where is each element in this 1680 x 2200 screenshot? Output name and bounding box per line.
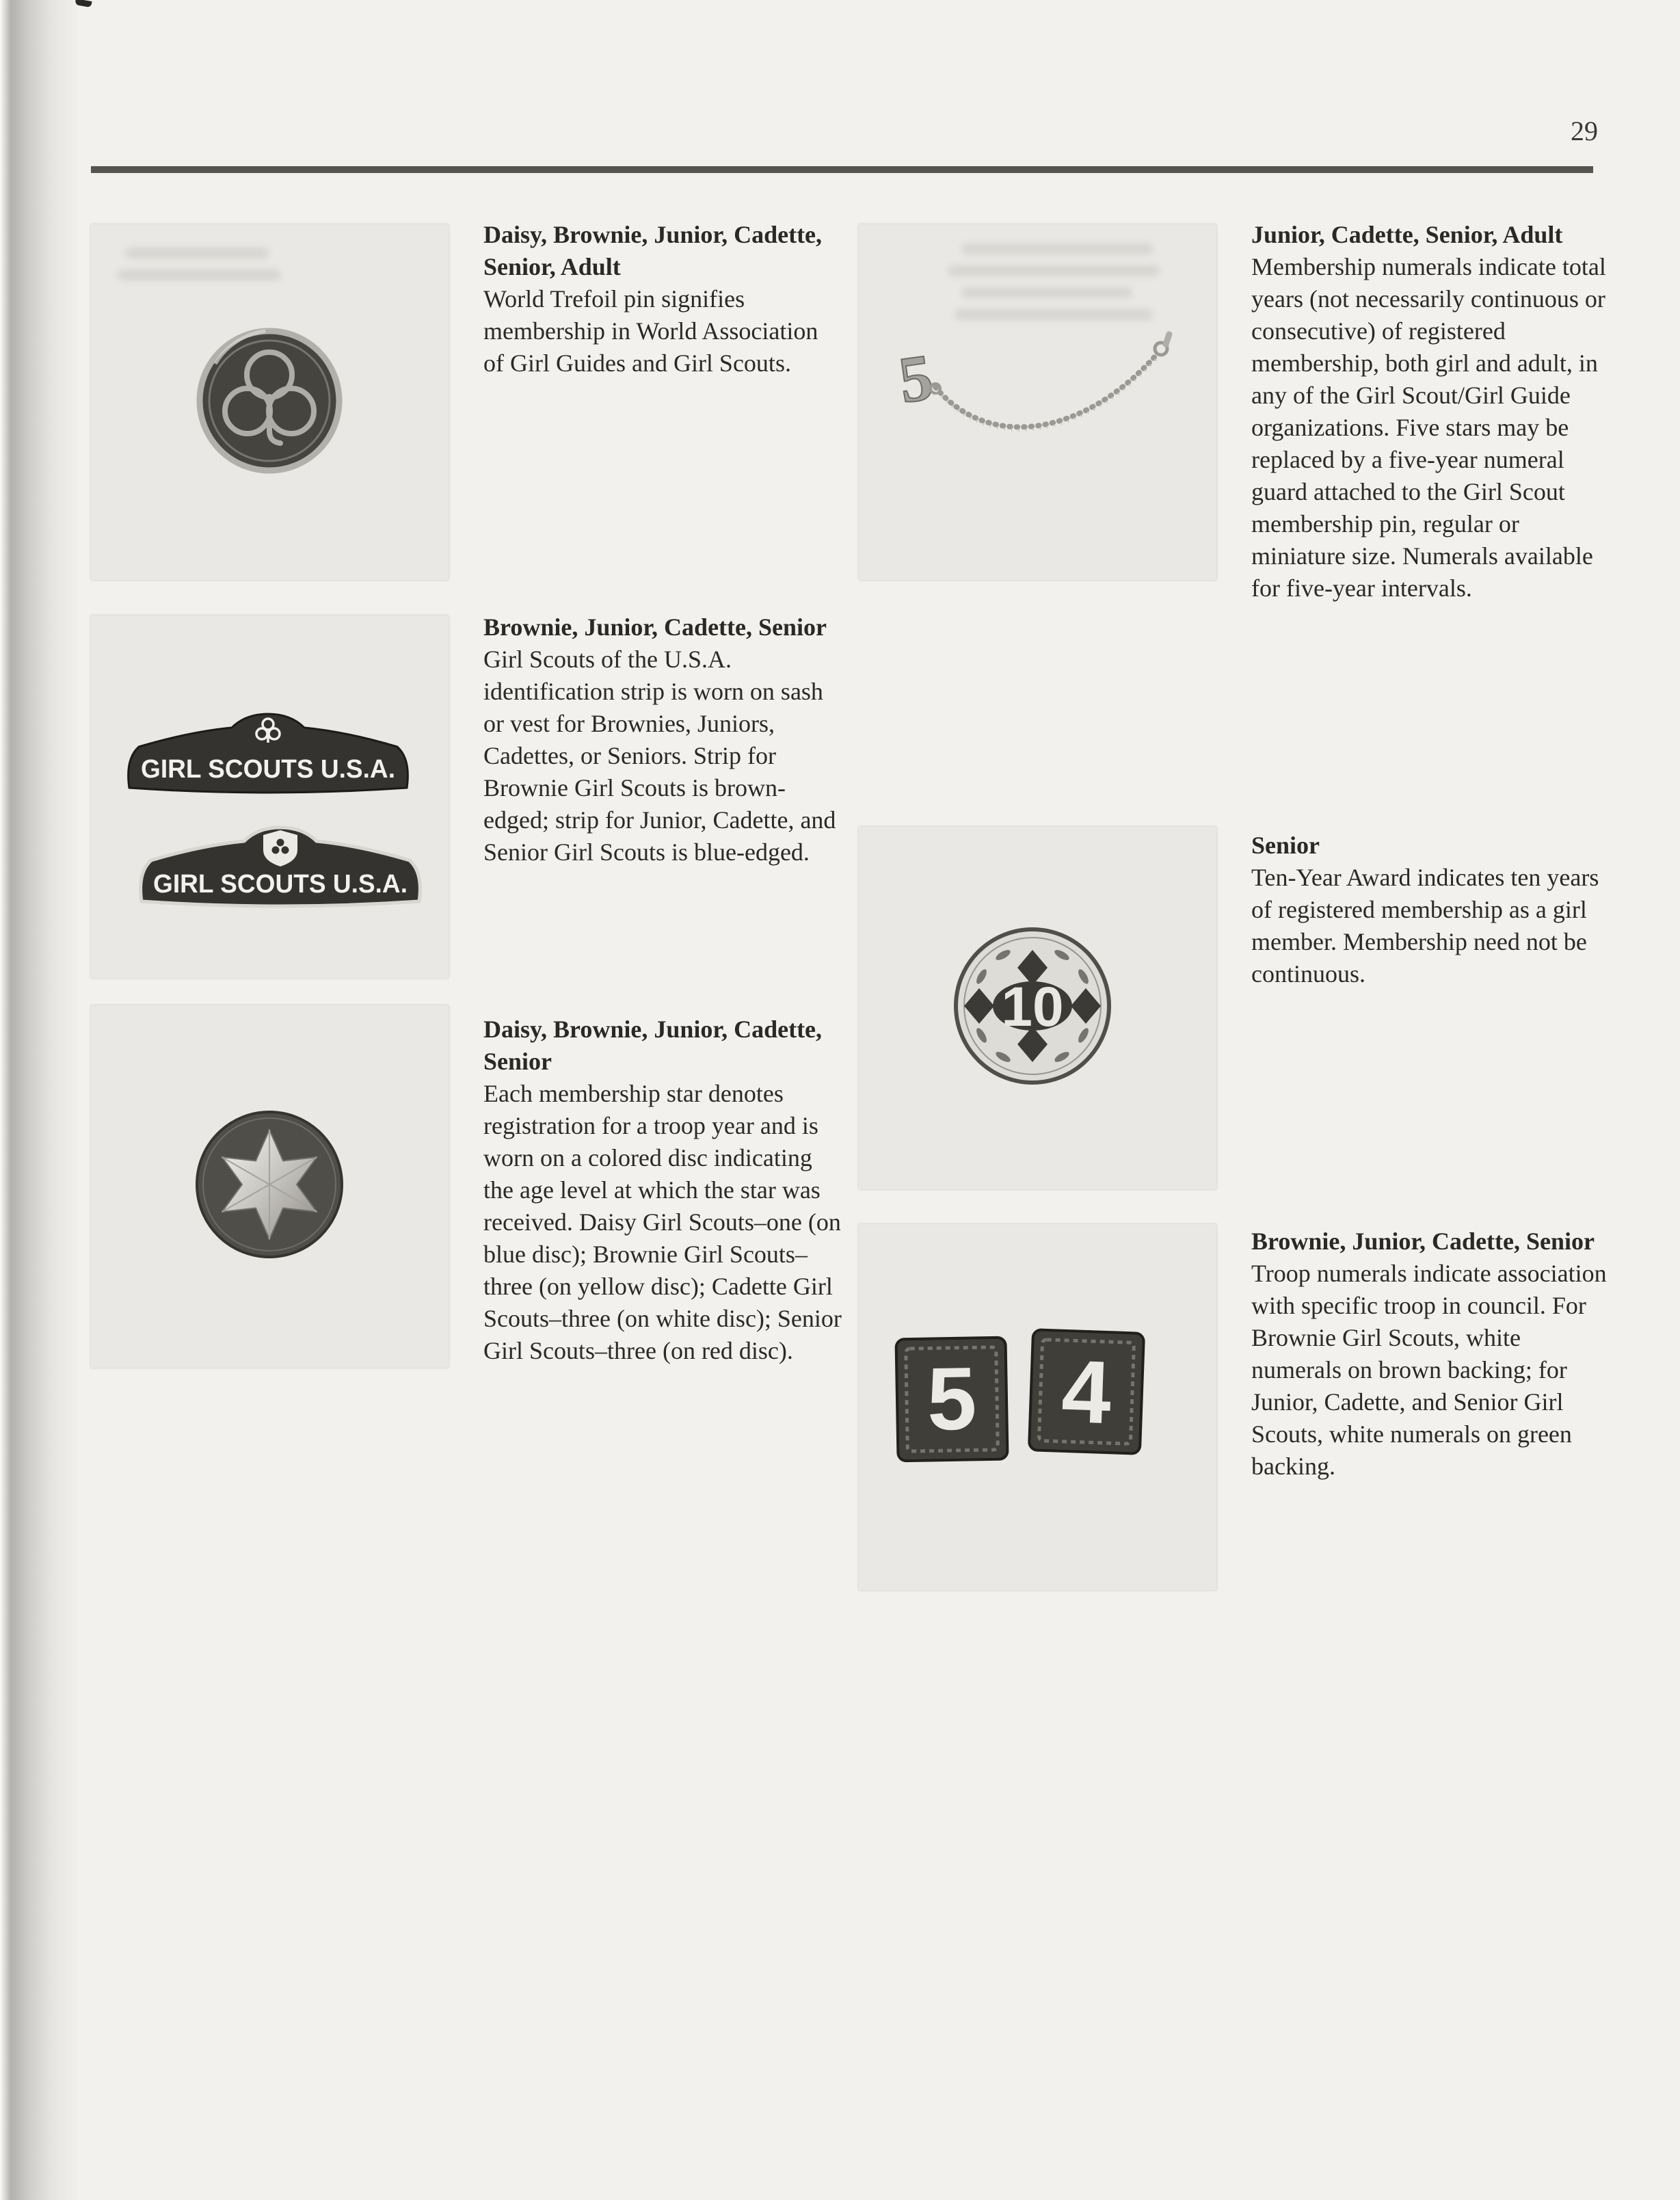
- scan-binding-shadow: [0, 0, 82, 2200]
- section-heading: Junior, Cadette, Senior, Adult: [1251, 221, 1563, 248]
- id-strip-brownie: [129, 714, 408, 793]
- section-troop-numerals: [1251, 1225, 1614, 1483]
- world-trefoil-pin-icon: [91, 224, 449, 580]
- troop-numeral-right-text: 4: [1060, 1340, 1113, 1443]
- ten-year-award-icon: [859, 827, 1216, 1189]
- section-heading: Daisy, Brownie, Junior, Cadette, Senior: [483, 1016, 823, 1075]
- photo-numeral-guard: [859, 224, 1216, 580]
- chain-icon: [935, 354, 1157, 427]
- photo-world-trefoil-pin: [91, 224, 449, 580]
- section-world-trefoil: [483, 219, 842, 380]
- troop-numerals-icon: [859, 1224, 1216, 1590]
- guard-numeral-text: 5: [894, 339, 937, 417]
- photo-troop-numerals: [859, 1224, 1216, 1590]
- section-body: Membership numerals indicate total years (not necessarily continuous or consecutive) of registered membership, both girl and adult, in any of the Girl Scout/Girl Guide organizations. Five stars may be replaced by a five-year numeral guard attached to the Girl Scout membership pin, regular or miniature size. Numerals available for five-year intervals.: [1251, 253, 1606, 602]
- strip-label-text: GIRL SCOUTS U.S.A.: [141, 755, 395, 784]
- photo-identification-strips: [91, 615, 449, 978]
- section-membership-numerals: [1251, 219, 1614, 605]
- strip-label-text: GIRL SCOUTS U.S.A.: [153, 870, 408, 899]
- section-body: Troop numerals indicate association with specific troop in council. For Brownie Girl Scouts, white numerals on brown backing; for Junior, Cadette, and Senior Girl Scouts, white numerals on green backing.: [1251, 1260, 1607, 1480]
- id-strip-junior: [141, 827, 421, 906]
- section-ten-year-award: [1251, 830, 1614, 990]
- troop-numeral-patch-4: [1029, 1329, 1144, 1454]
- section-body: Each membership star denotes registration for a troop year and is worn on a colored disc indicating the age level at which the star was received. Daisy Girl Scouts–one (on blue disc); Brownie Girl Scouts–three (on yellow disc); Cadette Girl Scouts–three (on white disc); Senior Girl Scouts–three (on red disc).: [483, 1080, 842, 1364]
- section-body: Ten-Year Award indicates ten years of registered membership as a girl member. Membership need not be continuous.: [1251, 864, 1599, 988]
- troop-numeral-left-text: 5: [926, 1348, 978, 1449]
- section-heading: Brownie, Junior, Cadette, Senior: [1251, 1228, 1595, 1255]
- section-body: World Trefoil pin signifies membership in World Association of Girl Guides and Girl Scouts.: [483, 285, 818, 377]
- membership-star-icon: [91, 1005, 449, 1368]
- photo-membership-star: [91, 1005, 449, 1368]
- numeral-guard-icon: [859, 224, 1216, 580]
- section-identification-strip: [483, 611, 842, 869]
- photo-ten-year-award: [859, 827, 1216, 1189]
- section-membership-star: [483, 1013, 842, 1367]
- header-rule: [91, 166, 1593, 173]
- identification-strips-icon: [91, 615, 449, 978]
- troop-numeral-patch-5: [896, 1338, 1007, 1461]
- section-heading: Brownie, Junior, Cadette, Senior: [483, 613, 827, 641]
- section-body: Girl Scouts of the U.S.A. identification strip is worn on sash or vest for Brownies, Juniors, Cadettes, or Seniors. Strip for Brownie Girl Scouts is brown-edged; strip for Junior, Cadette, and Senior Girl Scouts is blue-edged.: [483, 646, 836, 866]
- ten-year-numeral-text: 10: [1001, 976, 1064, 1038]
- section-heading: Daisy, Brownie, Junior, Cadette, Senior, Adult: [483, 221, 823, 280]
- page-number: 29: [1571, 116, 1598, 146]
- section-heading: Senior: [1251, 832, 1320, 859]
